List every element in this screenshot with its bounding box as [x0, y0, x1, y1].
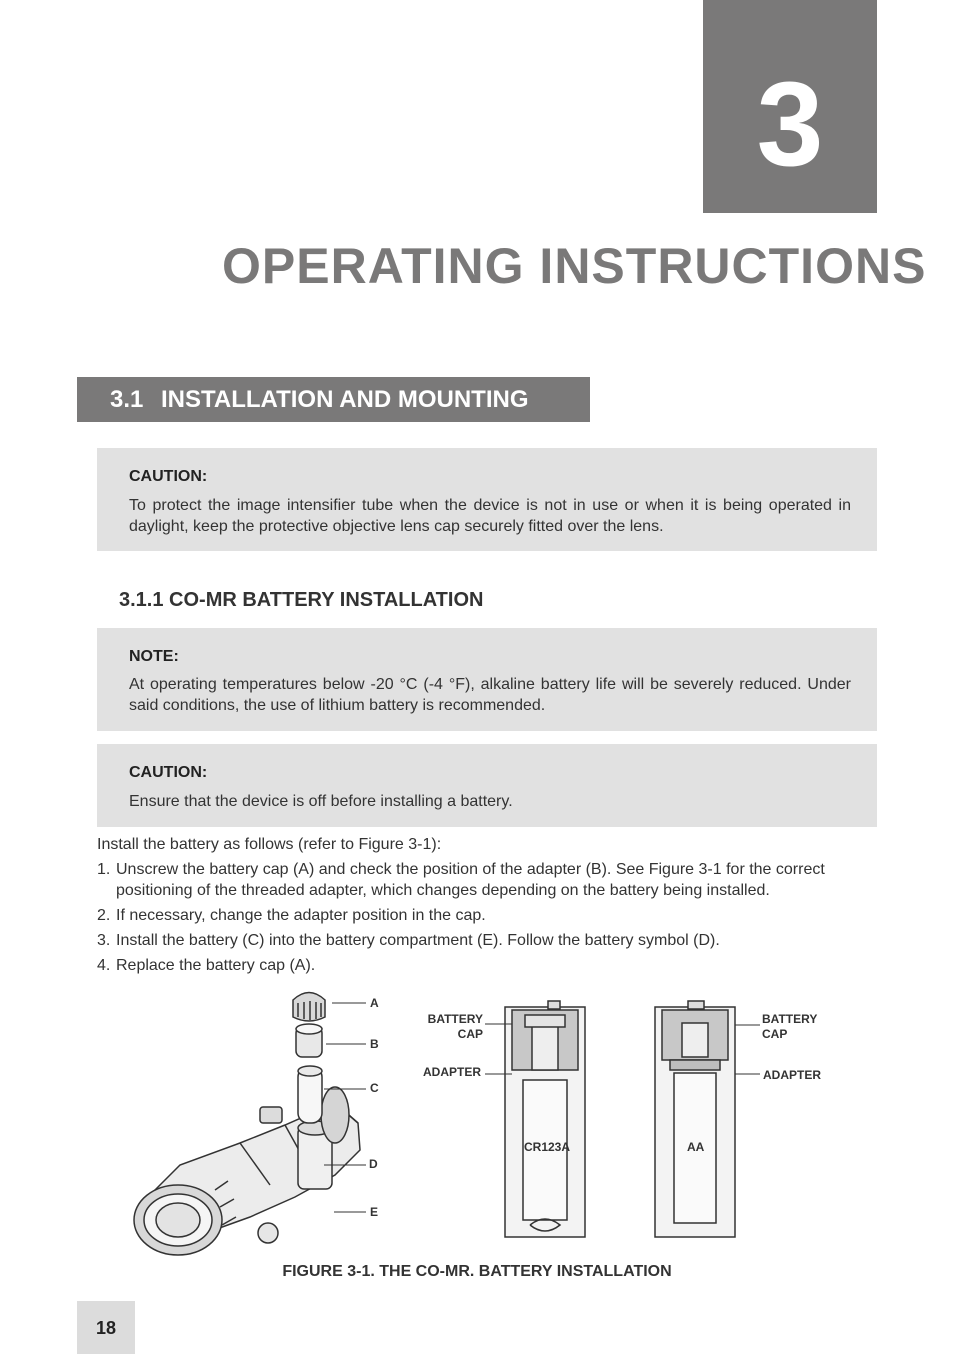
page-number-box	[77, 1301, 135, 1354]
instruction-steps	[97, 859, 887, 980]
figure-label-a: A	[370, 996, 379, 1010]
chapter-number: 3	[756, 57, 824, 191]
adapter-label-left: ADAPTER	[422, 1065, 481, 1079]
caution-text: Ensure that the device is off before installing a battery.	[129, 793, 513, 810]
caution-box-battery	[97, 744, 877, 827]
section-heading-bar	[77, 377, 590, 422]
note-text: At operating temperatures below -20 °C (-4 °F), alkaline battery life will be severely reduced. Under said conditions, the use of lithium battery is recommended.	[129, 676, 851, 714]
figure-label-c: C	[370, 1081, 379, 1095]
figure-caption: FIGURE 3-1. THE CO-MR. BATTERY INSTALLATION	[282, 1263, 672, 1280]
page-number: 18	[95, 1318, 117, 1338]
cr123a-cross-section	[485, 1001, 585, 1237]
caution-heading: CAUTION:	[129, 764, 208, 781]
note-heading: NOTE:	[129, 648, 179, 665]
list-item	[97, 859, 887, 901]
step-text: Replace the battery cap (A).	[116, 957, 316, 974]
battery-cap-label-left	[410, 1012, 483, 1042]
label-line: CAP	[762, 1027, 788, 1041]
adapter-label-right: ADAPTER	[763, 1068, 822, 1082]
figure-label-e: E	[370, 1205, 379, 1219]
chapter-title: OPERATING INSTRUCTIONS	[222, 238, 927, 294]
chapter-number-box	[703, 0, 877, 213]
figure-label-b: B	[370, 1037, 379, 1051]
note-box	[97, 628, 877, 731]
caution-text: To protect the image intensifier tube when the device is not in use or when it is being operated in daylight, keep the protective objective lens cap securely fitted over the lens.	[129, 497, 851, 535]
step-number: 3.	[97, 932, 111, 949]
list-item	[97, 930, 887, 951]
caution-heading: CAUTION:	[129, 468, 208, 485]
section-title: INSTALLATION AND MOUNTING	[161, 386, 529, 413]
device-exploded-illustration	[134, 993, 366, 1256]
step-text: Unscrew the battery cap (A) and check the position of the adapter (B). See Figure 3-1 for the correct positioning of the threaded adapter, which changes depending on the battery being installed.	[116, 861, 825, 899]
section-number: 3.1	[110, 386, 144, 413]
subsection-title: 3.1.1 CO-MR BATTERY INSTALLATION	[119, 589, 484, 611]
instructions-intro: Install the battery as follows (refer to Figure 3-1):	[97, 836, 442, 853]
figure-label-d: D	[369, 1157, 378, 1171]
step-number: 2.	[97, 907, 111, 924]
label-line: CAP	[457, 1027, 483, 1041]
step-number: 1.	[97, 861, 111, 878]
aa-cross-section	[655, 1001, 760, 1237]
step-number: 4.	[97, 957, 111, 974]
step-text: Install the battery (C) into the battery compartment (E). Follow the battery symbol (D).	[116, 932, 720, 949]
list-item	[97, 905, 887, 926]
cr123a-label: CR123A	[524, 1140, 571, 1154]
step-text: If necessary, change the adapter position in the cap.	[116, 907, 486, 924]
label-line: BATTERY	[762, 1012, 818, 1026]
label-line: BATTERY	[427, 1012, 483, 1026]
aa-label: AA	[687, 1140, 705, 1154]
battery-cap-label-right	[762, 1012, 817, 1042]
list-item	[97, 955, 887, 976]
caution-box	[97, 448, 877, 551]
battery-installation-figure	[120, 985, 840, 1260]
